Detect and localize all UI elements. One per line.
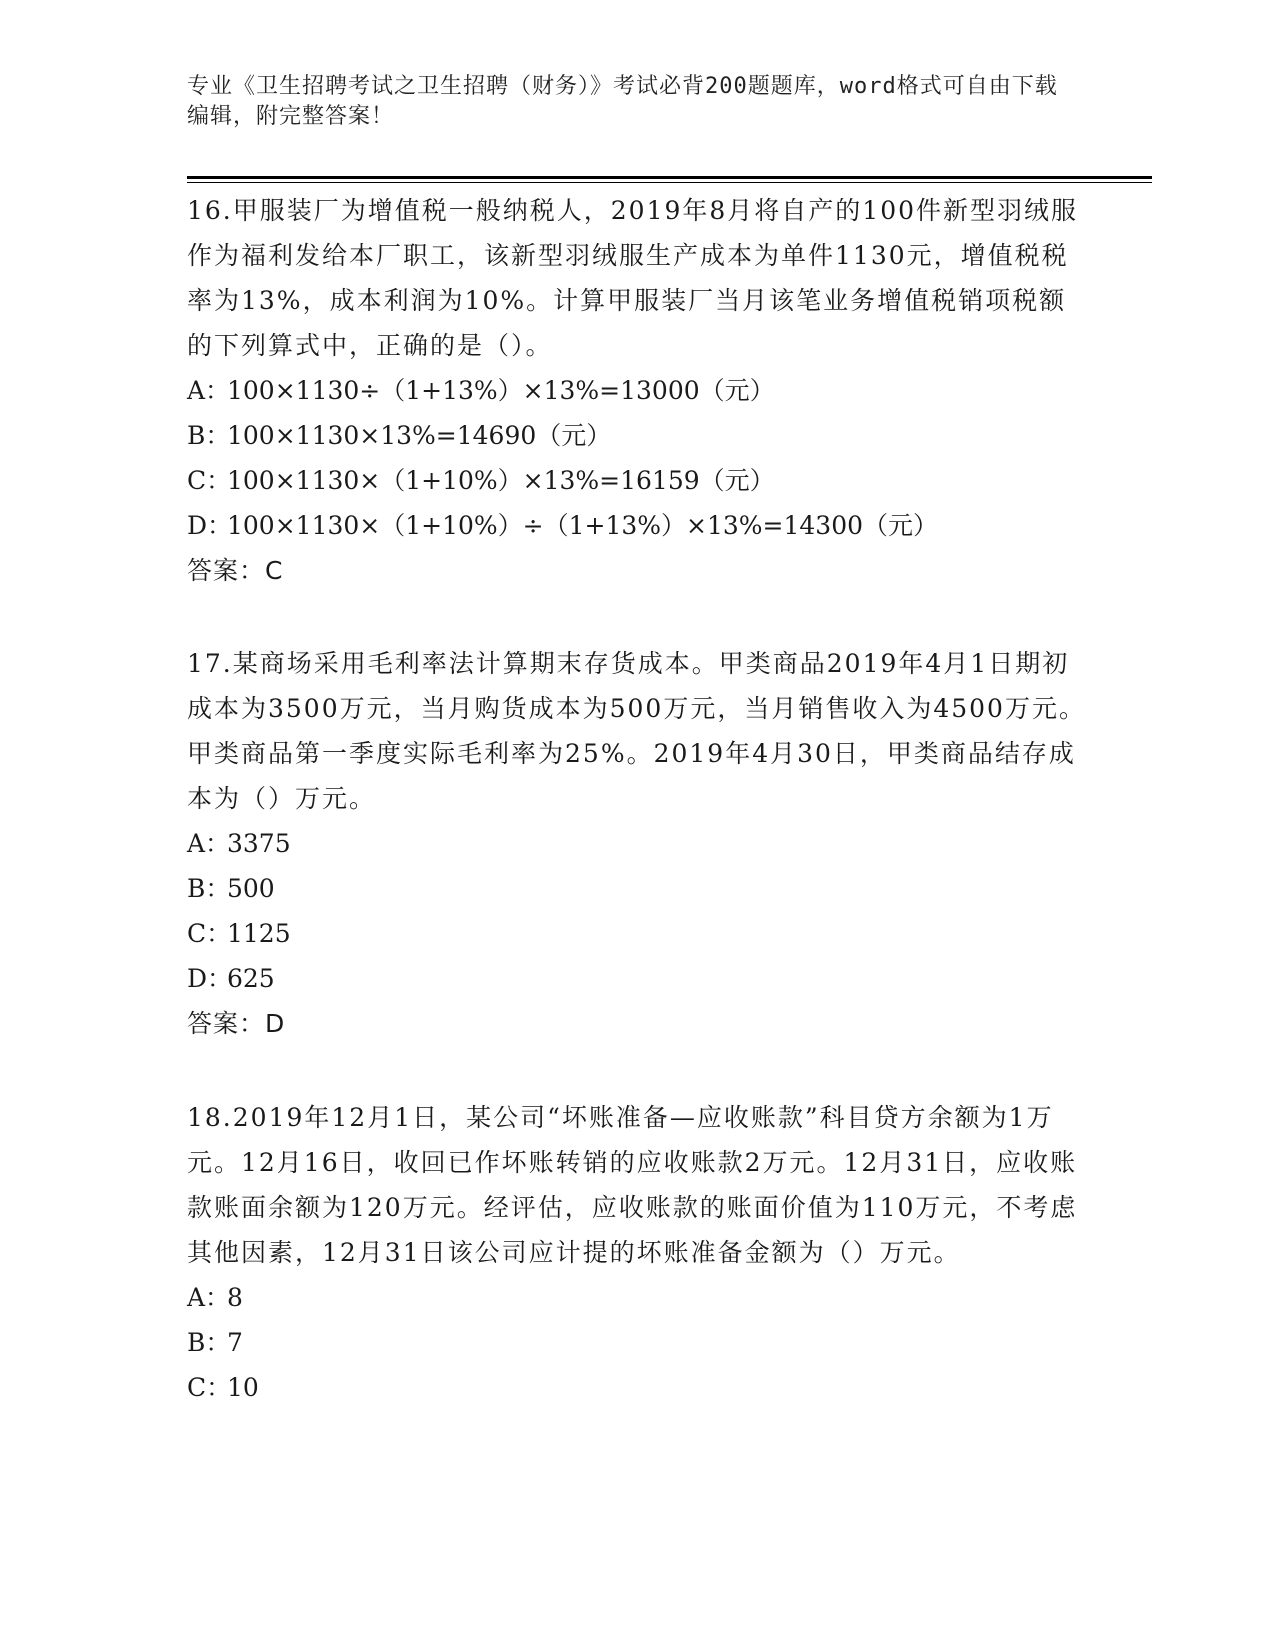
document-header: 专业《卫生招聘考试之卫生招聘（财务）》考试必背200题题库，word格式可自由下载编辑，附完整答案！ xyxy=(187,74,1058,129)
option-d xyxy=(187,503,1087,548)
option-key: A： xyxy=(187,1283,231,1312)
option-key: B： xyxy=(187,874,231,903)
option-a xyxy=(187,821,1087,866)
option-text: 7 xyxy=(227,1328,243,1357)
option-text: 100×1130×（1+10%）÷（1+13%）×13%=14300（元） xyxy=(227,511,939,540)
question-stem: 17.某商场采用毛利率法计算期末存货成本。甲类商品2019年4月1日期初成本为3500万元，当月购货成本为500万元，当月销售收入为4500万元。甲类商品第一季度实际毛利率为25%。2019年4月30日，甲类商品结存成本为（）万元。 xyxy=(187,649,1086,813)
option-text: 100×1130÷（1+13%）×13%=13000（元） xyxy=(227,376,775,405)
option-text: 10 xyxy=(227,1373,259,1402)
option-d xyxy=(187,956,1087,1001)
header-divider-thin xyxy=(187,182,1152,183)
option-key: A： xyxy=(187,829,231,858)
option-key: B： xyxy=(187,421,231,450)
question-16 xyxy=(187,188,1087,593)
option-text: 625 xyxy=(227,964,275,993)
option-text: 100×1130×（1+10%）×13%=16159（元） xyxy=(227,466,775,495)
option-key: C： xyxy=(187,1373,232,1402)
answer-line: 答案：D xyxy=(187,1009,286,1038)
option-key: D： xyxy=(187,511,233,540)
option-key: C： xyxy=(187,919,232,948)
option-key: B： xyxy=(187,1328,231,1357)
option-key: A： xyxy=(187,376,231,405)
option-b xyxy=(187,866,1087,911)
answer-line: 答案：C xyxy=(187,556,284,585)
question-17 xyxy=(187,641,1087,1046)
option-c xyxy=(187,458,1087,503)
question-stem: 18.2019年12月1日，某公司“坏账准备—应收账款”科目贷方余额为1万元。12月16日，收回已作坏账转销的应收账款2万元。12月31日，应收账款账面余额为120万元。经评估，应收账款的账面价值为110万元，不考虑其他因素，12月31日该公司应计提的坏账准备金额为（）万元。 xyxy=(187,1103,1078,1267)
option-b xyxy=(187,413,1087,458)
option-c xyxy=(187,911,1087,956)
option-text: 1125 xyxy=(227,919,291,948)
option-text: 3375 xyxy=(227,829,291,858)
option-a xyxy=(187,368,1087,413)
option-key: C： xyxy=(187,466,232,495)
option-a xyxy=(187,1275,1087,1320)
question-stem: 16.甲服装厂为增值税一般纳税人，2019年8月将自产的100件新型羽绒服作为福利发给本厂职工，该新型羽绒服生产成本为单件1130元，增值税税率为13%，成本利润为10%。计算甲服装厂当月该笔业务增值税销项税额的下列算式中，正确的是（）。 xyxy=(187,196,1079,360)
question-18 xyxy=(187,1095,1087,1410)
option-c xyxy=(187,1365,1087,1410)
option-b xyxy=(187,1320,1087,1365)
header-divider-thick xyxy=(187,176,1152,179)
option-text: 100×1130×13%=14690（元） xyxy=(227,421,612,450)
option-key: D： xyxy=(187,964,233,993)
option-text: 8 xyxy=(227,1283,243,1312)
option-text: 500 xyxy=(227,874,275,903)
